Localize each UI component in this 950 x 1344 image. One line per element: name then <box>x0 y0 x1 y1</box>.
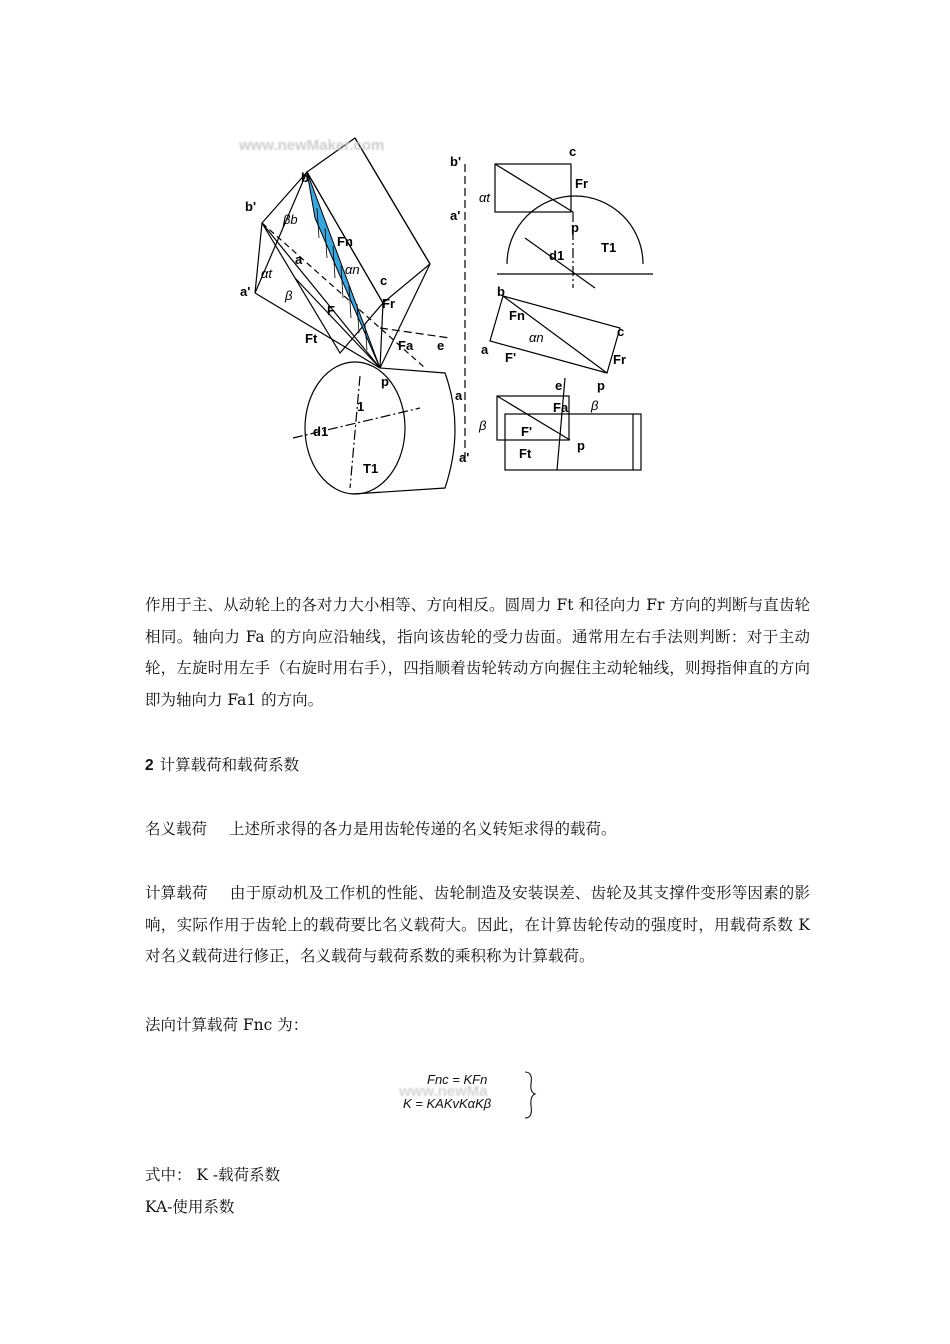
label-alpha-n-mid: αn <box>529 330 544 345</box>
label-a-mid: a <box>481 342 489 357</box>
label-a-prime: a' <box>240 284 251 299</box>
section-heading <box>145 750 810 782</box>
section-number: 2 <box>145 757 154 774</box>
label-t1-top: T1 <box>601 240 617 255</box>
label-b: b <box>301 170 309 185</box>
calc-load-label: 计算载荷 <box>145 884 208 902</box>
label-a-bot: a <box>455 388 463 403</box>
label-p-mid: p <box>597 378 605 393</box>
label-c: c <box>380 273 388 288</box>
label-p: p <box>381 374 389 389</box>
paragraph-calculated-load <box>145 878 810 973</box>
label-beta: β <box>285 288 293 303</box>
label-fr-top: Fr <box>575 176 588 191</box>
label-e-mid: e <box>555 378 563 393</box>
label-c-mid: c <box>617 324 625 339</box>
label-f: F <box>327 303 335 318</box>
load-formula <box>395 1066 545 1126</box>
label-alpha-t-top: αt <box>479 190 491 205</box>
paragraph-nominal-load <box>145 814 810 846</box>
label-fa: Fa <box>398 338 414 353</box>
paragraph-where-k: 式中： K -载荷系数 <box>145 1166 281 1184</box>
label-c-top: c <box>569 144 577 159</box>
label-b-prime-top: b' <box>450 154 462 169</box>
label-fr: Fr <box>382 296 395 311</box>
section-title: 计算载荷和载荷系数 <box>159 756 300 774</box>
label-b-mid: b <box>497 284 505 299</box>
label-alpha-n: αn <box>345 262 360 277</box>
label-fr-mid: Fr <box>613 352 626 367</box>
label-p-top: p <box>571 220 579 235</box>
label-ft: Ft <box>305 331 318 346</box>
label-b-prime: b' <box>245 199 257 214</box>
paragraph-normal-load: 法向计算载荷 Fnc 为： <box>145 1016 309 1034</box>
nominal-load-label: 名义载荷 <box>145 820 208 838</box>
label-a-prime-top: a' <box>450 208 461 223</box>
label-f-prime-mid: F' <box>505 350 517 365</box>
calc-load-text: 由于原动机及工作机的性能、齿轮制造及安装误差、齿轮及其支撑件变形等因素的影响，实际作用于齿轮上的载荷要比名义载荷大。因此，在计算齿轮传动的强度时，用载荷系数 K 对名义载荷进行修正，名义载荷与载荷系数的乘积称为计算载荷。 <box>145 884 810 965</box>
label-p-bot: p <box>577 438 585 453</box>
formula-line-1: Fnc = KFn <box>427 1072 488 1087</box>
nominal-load-text: 上述所求得的各力是用齿轮传递的名义转矩求得的载荷。 <box>229 820 617 838</box>
watermark: www.newMaker.com <box>239 137 385 154</box>
label-d1: d1 <box>313 424 329 439</box>
paragraph-ka: KA-使用系数 <box>145 1198 235 1216</box>
label-1: 1 <box>357 399 365 414</box>
label-a: a <box>295 252 303 267</box>
label-beta-mid: β <box>591 398 599 413</box>
paragraph-force-direction: 作用于主、从动轮上的各对力大小相等、方向相反。圆周力 Ft 和径向力 Fr 方向的判断与直齿轮相同。轴向力 Fa 的方向应沿轴线，指向该齿轮的受力齿面。通常用左右手法则判断：对于主动轮，左旋时用左手（右旋时用右手），四指顺着齿轮转动方向握住主动轮轴线，则拇指伸直的方向即为轴向力 Fa1 的方向。 <box>145 596 810 709</box>
label-beta-b: βb <box>283 212 298 227</box>
label-e: e <box>437 338 445 353</box>
formula-line-2: K = KAKvKαKβ <box>403 1096 492 1111</box>
label-a-prime-bot: a' <box>459 450 470 465</box>
label-beta-bot: β <box>479 418 487 433</box>
label-fn: Fn <box>337 234 353 249</box>
label-fa-mid: Fa <box>553 400 569 415</box>
label-alpha-t: αt <box>261 266 273 281</box>
label-fn-mid: Fn <box>509 308 525 323</box>
formula-watermark: www.newMa <box>399 1083 488 1100</box>
label-t1: T1 <box>363 461 379 476</box>
label-d1-top: d1 <box>549 248 565 263</box>
helical-gear-force-diagram <box>235 128 655 500</box>
label-f-prime-bot: F' <box>521 424 533 439</box>
label-ft-bot: Ft <box>519 446 532 461</box>
